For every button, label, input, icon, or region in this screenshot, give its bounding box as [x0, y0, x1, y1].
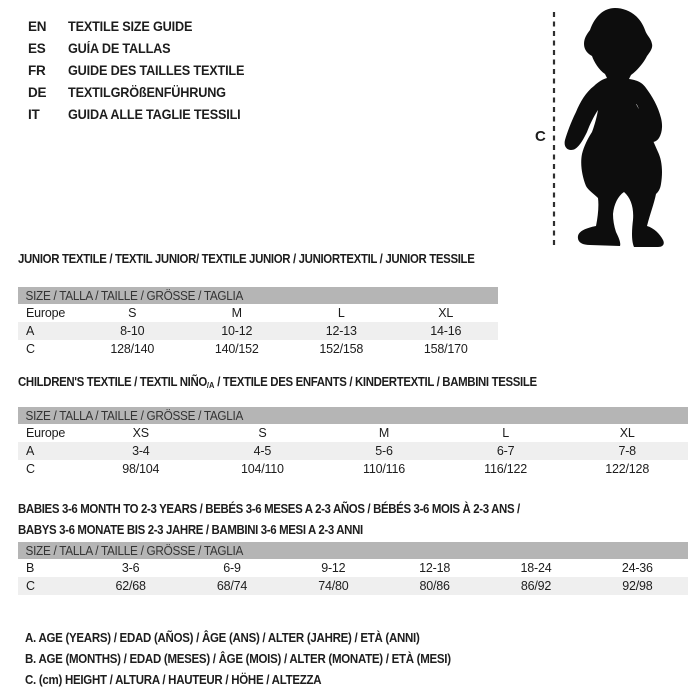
size-cell: S: [128, 306, 137, 320]
size-cell: XL: [438, 306, 454, 320]
row-label: A: [26, 324, 35, 338]
title-text: CHILDREN'S TEXTILE / TEXTIL NIÑO: [18, 374, 207, 389]
babies-section: [18, 498, 690, 595]
measurement-figure: [500, 0, 700, 250]
legend-line-c: C. (cm) HEIGHT / ALTURA / HAUTEUR / HÖHE / ALTEZZA: [25, 673, 322, 687]
age-cell: 9-12: [321, 561, 346, 575]
table-row: [18, 559, 688, 577]
age-cell: 5-6: [375, 444, 393, 458]
language-code: EN: [28, 18, 47, 34]
age-cell: 14-16: [430, 324, 462, 338]
age-cell: 12-13: [325, 324, 357, 338]
size-header-label: SIZE / TALLA / TAILLE / GRÖSSE / TAGLIA: [25, 543, 244, 558]
age-cell: 6-9: [223, 561, 241, 575]
size-header-bar: [18, 287, 498, 304]
height-cell: 158/170: [423, 342, 468, 356]
title-text: JUNIOR TEXTILE / TEXTIL JUNIOR/ TEXTILE JUNIOR / JUNIORTEXTIL / JUNIOR TESSILE: [18, 251, 475, 266]
list-item: [28, 103, 256, 125]
size-cell: L: [337, 306, 345, 320]
age-cell: 12-18: [419, 561, 451, 575]
row-label: C: [26, 462, 35, 476]
age-cell: 7-8: [618, 444, 636, 458]
age-cell: 3-6: [121, 561, 140, 575]
table-row: [18, 322, 498, 340]
height-cell: 80/86: [419, 579, 450, 593]
size-header-label: SIZE / TALLA / TAILLE / GRÖSSE / TAGLIA: [25, 288, 244, 303]
table-row: [18, 304, 498, 322]
row-label: Europe: [26, 426, 66, 440]
age-cell: 24-36: [621, 561, 653, 575]
babies-size-table: [18, 542, 690, 595]
title-text: BABYS 3-6 MONATE BIS 2-3 JAHRE / BAMBINI 3-6 MESI A 2-3 ANNI: [18, 522, 363, 537]
age-cell: 4-5: [253, 444, 272, 458]
age-cell: 8-10: [120, 324, 145, 338]
language-title: GUIDE DES TAILLES TEXTILE: [68, 62, 245, 78]
size-cell: S: [258, 426, 267, 440]
height-cell: 152/158: [319, 342, 364, 356]
height-cell: 68/74: [216, 579, 248, 593]
row-label: B: [26, 561, 35, 575]
junior-section: [18, 251, 690, 358]
table-row: [18, 424, 688, 442]
height-cell: 116/122: [484, 462, 528, 476]
row-label: C: [26, 579, 35, 593]
children-title: [18, 374, 609, 393]
language-code: IT: [28, 106, 40, 122]
list-item: [28, 81, 256, 103]
babies-title: [18, 498, 609, 519]
language-title: TEXTILE SIZE GUIDE: [68, 18, 193, 34]
height-cell: 74/80: [318, 579, 349, 593]
size-header-label: SIZE / TALLA / TAILLE / GRÖSSE / TAGLIA: [25, 408, 244, 423]
size-cell: XL: [619, 426, 635, 440]
height-cell: 62/68: [115, 579, 146, 593]
title-text: BABIES 3-6 MONTH TO 2-3 YEARS / BEBÉS 3-6 MESES A 2-3 AÑOS / BÉBÉS 3-6 MOIS À 2-3 ANS /: [18, 501, 520, 516]
height-cell: 110/116: [363, 462, 405, 476]
age-cell: 10-12: [221, 324, 253, 338]
list-item: [28, 15, 256, 37]
table-row: [18, 460, 688, 478]
age-cell: 3-4: [132, 444, 150, 458]
table-row: [18, 577, 688, 595]
toddler-silhouette-icon: [500, 0, 700, 250]
age-cell: 18-24: [520, 561, 552, 575]
babies-title-line2: [18, 519, 609, 540]
language-code: DE: [28, 84, 47, 100]
legend-line-b: B. AGE (MONTHS) / EDAD (MESES) / ÂGE (MOIS) / ALTER (MONATE) / ETÀ (MESI): [25, 652, 451, 666]
children-section: [18, 374, 690, 478]
language-title: TEXTILGRÖßENFÜHRUNG: [68, 84, 226, 100]
junior-title: [18, 251, 609, 270]
language-title-list: [28, 15, 256, 125]
height-cell: 104/110: [240, 462, 284, 476]
table-row: [18, 340, 498, 358]
children-size-table: [18, 407, 690, 478]
size-cell: M: [378, 426, 390, 440]
row-label: A: [26, 444, 35, 458]
size-header-bar: [18, 542, 688, 559]
list-item: [28, 59, 256, 81]
language-code: ES: [28, 40, 46, 56]
height-cell: 122/128: [605, 462, 650, 476]
height-cell: 128/140: [110, 342, 155, 356]
toddler-silhouette: [565, 8, 664, 247]
height-cell: 92/98: [622, 579, 653, 593]
table-row: [18, 442, 688, 460]
language-code: FR: [28, 62, 46, 78]
language-title: GUÍA DE TALLAS: [68, 40, 171, 56]
title-subscript: /A: [206, 380, 215, 390]
size-cell: XS: [132, 426, 149, 440]
height-cell: 140/152: [214, 342, 259, 356]
figure-measure-label: C: [535, 128, 546, 145]
list-item: [28, 37, 256, 59]
legend-line-a: A. AGE (YEARS) / EDAD (AÑOS) / ÂGE (ANS) / ALTER (JAHRE) / ETÀ (ANNI): [25, 631, 420, 645]
row-label: Europe: [26, 306, 66, 320]
row-label: C: [26, 342, 35, 356]
height-cell: 98/104: [122, 462, 160, 476]
size-cell: L: [502, 426, 509, 440]
height-cell: 86/92: [520, 579, 552, 593]
junior-size-table: [18, 287, 690, 358]
language-title: GUIDA ALLE TAGLIE TESSILI: [68, 106, 241, 122]
size-cell: M: [231, 306, 242, 320]
size-header-bar: [18, 407, 688, 424]
title-text: / TEXTILE DES ENFANTS / KINDERTEXTIL / BAMBINI TESSILE: [214, 374, 537, 389]
legend: [25, 628, 488, 691]
age-cell: 6-7: [496, 444, 515, 458]
